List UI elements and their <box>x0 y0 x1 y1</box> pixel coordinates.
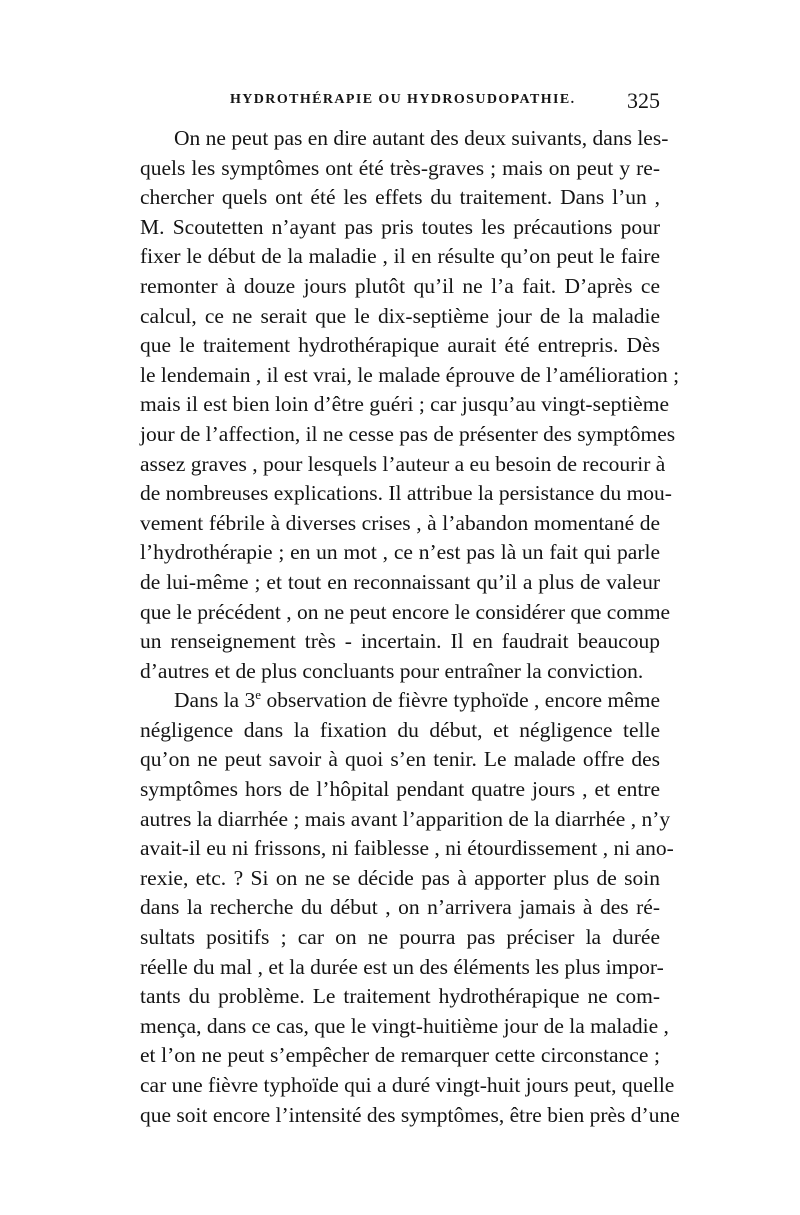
text-line: On ne peut pas en dire autant des deux suivants, dans les- <box>174 126 669 150</box>
text-line: rexie, etc. ? Si on ne se décide pas à apporter plus de soin <box>140 865 660 890</box>
text-line: que le précédent , on ne peut encore le considérer que comme <box>140 599 671 624</box>
superscript-e: e <box>255 687 262 703</box>
text-line: de nombreuses explications. Il attribue la persistance du mou- <box>140 481 672 506</box>
text-line: dans la recherche du début , on n’arrivera jamais à des ré- <box>140 895 660 920</box>
text-line: que le traitement hydrothérapique aurait été entrepris. Dès <box>140 333 660 358</box>
text-line: avait-il eu ni frissons, ni faiblesse , ni étourdissement , ni ano- <box>140 836 674 861</box>
text-line: mença, dans ce cas, que le vingt-huitième jour de la maladie , <box>140 1013 669 1038</box>
text-line: qu’on ne peut savoir à quoi s’en tenir. Le malade offre des <box>140 747 660 772</box>
text-line: jour de l’affection, il ne cesse pas de présenter des symptômes <box>140 421 676 446</box>
text-line: car une fièvre typhoïde qui a duré vingt-huit jours peut, quelle <box>140 1073 675 1097</box>
text-line: quels les symptômes ont été très-graves ; mais on peut y re- <box>140 155 660 180</box>
text-line <box>140 686 660 716</box>
text-line: mais il est bien loin d’être guéri ; car jusqu’au vingt-septième <box>140 392 669 417</box>
text-line: autres la diarrhée ; mais avant l’apparition de la diarrhée , n’y <box>140 806 671 831</box>
text-line: réelle du mal , et la durée est un des éléments les plus impor- <box>140 954 664 979</box>
text-line: assez graves , pour lesquels l’auteur a eu besoin de recourir à <box>140 451 666 476</box>
text-line: tants du problème. Le traitement hydrothérapique ne com- <box>140 984 660 1009</box>
text-line: M. Scoutetten n’ayant pas pris toutes les précautions pour <box>140 214 660 239</box>
text-line: vement fébrile à diverses crises , à l’abandon momentané de <box>140 510 660 535</box>
text-line: fixer le début de la maladie , il en résulte qu’on peut le faire <box>140 244 660 269</box>
running-title: HYDROTHÉRAPIE OU HYDROSUDOPATHIE. <box>230 92 576 107</box>
text-line: négligence dans la fixation du début, et négligence telle <box>140 717 660 742</box>
text-line: et l’on ne peut s’empêcher de remarquer cette circonstance ; <box>140 1043 660 1068</box>
text-line: de lui-même ; et tout en reconnaissant qu’il a plus de valeur <box>140 569 660 594</box>
text-line: l’hydrothérapie ; en un mot , ce n’est pas là un fait qui parle <box>140 540 660 565</box>
text-line: symptômes hors de l’hôpital pendant quatre jours , et entre <box>140 777 660 802</box>
line-tail: observation de fièvre typhoïde , encore même <box>261 688 661 713</box>
text-line: remonter à douze jours plutôt qu’il ne l’a fait. D’après ce <box>140 273 660 298</box>
text-line: sultats positifs ; car on ne pourra pas préciser la durée <box>140 925 660 950</box>
text-line: que soit encore l’intensité des symptômes, être bien près d’une <box>140 1102 680 1127</box>
text-line: d’autres et de plus concluants pour entraîner la conviction. <box>140 658 644 683</box>
text-line: chercher quels ont été les effets du traitement. Dans l’un , <box>140 185 660 210</box>
text-line: calcul, ce ne serait que le dix-septième jour de la maladie <box>140 303 660 328</box>
text-line: le lendemain , il est vrai, le malade éprouve de l’amélioration ; <box>140 362 680 387</box>
line-start: Dans la 3 <box>174 688 256 713</box>
running-head <box>140 88 660 120</box>
text-line: un renseignement très - incertain. Il en faudrait beaucoup <box>140 629 660 654</box>
body-text <box>140 124 680 1130</box>
page-number: 325 <box>627 88 660 113</box>
